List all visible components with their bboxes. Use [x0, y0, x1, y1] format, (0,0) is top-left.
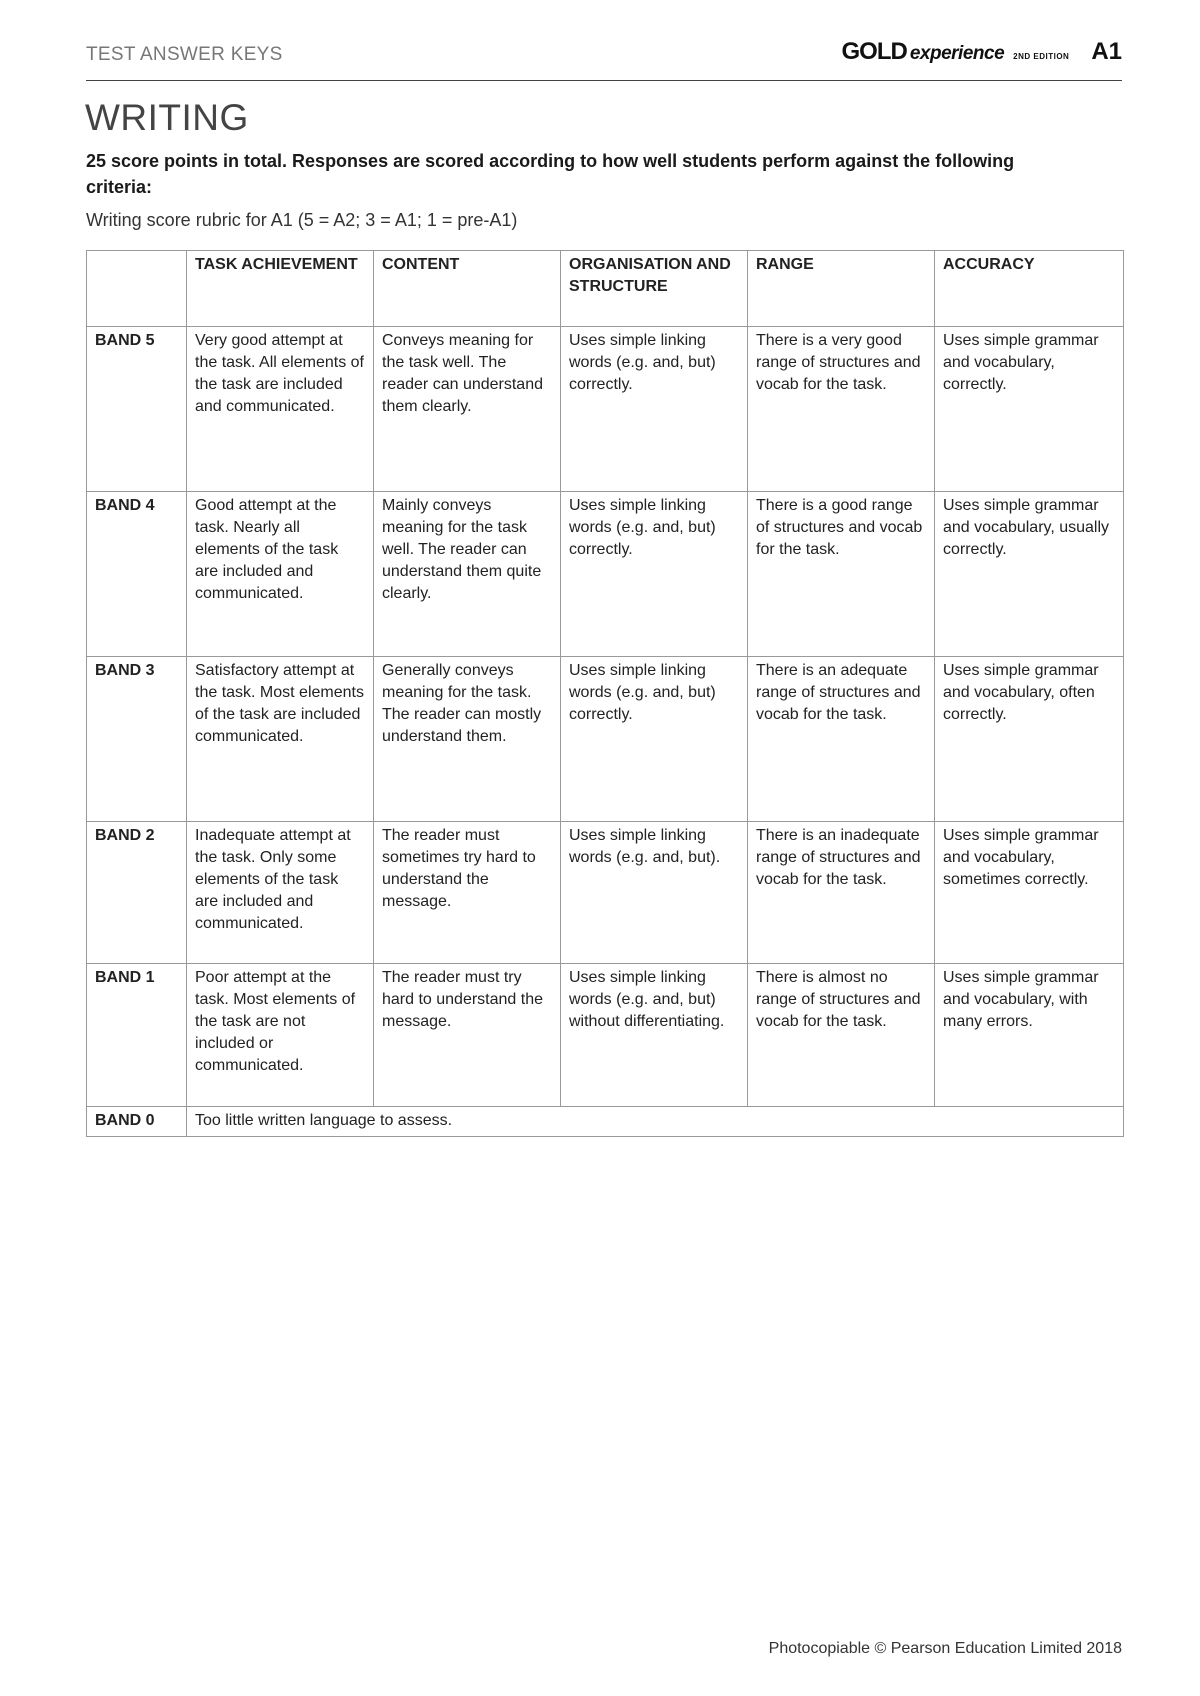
level-badge: A1: [1091, 38, 1122, 65]
column-header-organisation: ORGANISATION AND STRUCTURE: [561, 251, 748, 327]
accuracy-cell: Uses simple grammar and vocabulary, with many errors.: [935, 964, 1124, 1107]
band-label: BAND 0: [87, 1107, 187, 1137]
content-cell: Conveys meaning for the task well. The reader can understand them clearly.: [374, 327, 561, 492]
table-row-band0: [87, 1107, 1124, 1137]
range-cell: There is an adequate range of structures and vocab for the task.: [748, 657, 935, 822]
table-header-row: [87, 251, 1124, 327]
intro-text: 25 score points in total. Responses are scored according to how well students perform against the following criteria:: [86, 151, 1015, 197]
range-cell: There is almost no range of structures and vocab for the task.: [748, 964, 935, 1107]
table-row: [87, 657, 1124, 822]
table-row: [87, 492, 1124, 657]
writing-rubric-table: [86, 250, 1124, 1137]
range-cell: There is an inadequate range of structures and vocab for the task.: [748, 822, 935, 964]
organisation-cell: Uses simple linking words (e.g. and, but) correctly.: [561, 657, 748, 822]
organisation-cell: Uses simple linking words (e.g. and, but) correctly.: [561, 327, 748, 492]
content-cell: The reader must try hard to understand the message.: [374, 964, 561, 1107]
brand-gold: GOLD: [841, 38, 907, 65]
column-header-band: [87, 251, 187, 327]
brand-edition: 2ND EDITION: [1013, 52, 1070, 61]
table-row: [87, 822, 1124, 964]
table-row: [87, 327, 1124, 492]
content-cell: The reader must sometimes try hard to understand the message.: [374, 822, 561, 964]
band-label: BAND 3: [87, 657, 187, 822]
header-label: TEST ANSWER KEYS: [86, 44, 283, 65]
accuracy-cell: Uses simple grammar and vocabulary, often correctly.: [935, 657, 1124, 822]
organisation-cell: Uses simple linking words (e.g. and, but) without differentiating.: [561, 964, 748, 1107]
column-header-accuracy: ACCURACY: [935, 251, 1124, 327]
accuracy-cell: Uses simple grammar and vocabulary, correctly.: [935, 327, 1124, 492]
task-achievement-cell: Poor attempt at the task. Most elements of the task are not included or communicated.: [187, 964, 374, 1107]
band-label: BAND 4: [87, 492, 187, 657]
table-row: [87, 964, 1124, 1107]
task-achievement-cell: Satisfactory attempt at the task. Most elements of the task are included communicated.: [187, 657, 374, 822]
organisation-cell: Uses simple linking words (e.g. and, but).: [561, 822, 748, 964]
band0-description: Too little written language to assess.: [187, 1107, 1124, 1137]
range-cell: There is a very good range of structures and vocab for the task.: [748, 327, 935, 492]
content-cell: Generally conveys meaning for the task. The reader can mostly understand them.: [374, 657, 561, 822]
rubric-subtitle: Writing score rubric for A1 (5 = A2; 3 = A1; 1 = pre-A1): [86, 210, 518, 230]
column-header-content: CONTENT: [374, 251, 561, 327]
brand-logo: [842, 38, 1122, 70]
column-header-task-achievement: TASK ACHIEVEMENT: [187, 251, 374, 327]
page-header: [86, 38, 1122, 81]
task-achievement-cell: Good attempt at the task. Nearly all elements of the task are included and communicated.: [187, 492, 374, 657]
task-achievement-cell: Inadequate attempt at the task. Only some elements of the task are included and communicated.: [187, 822, 374, 964]
content-cell: Mainly conveys meaning for the task well. The reader can understand them quite clearly.: [374, 492, 561, 657]
organisation-cell: Uses simple linking words (e.g. and, but) correctly.: [561, 492, 748, 657]
copyright-footer: Photocopiable © Pearson Education Limited 2018: [768, 1640, 1122, 1657]
range-cell: There is a good range of structures and vocab for the task.: [748, 492, 935, 657]
task-achievement-cell: Very good attempt at the task. All elements of the task are included and communicated.: [187, 327, 374, 492]
accuracy-cell: Uses simple grammar and vocabulary, sometimes correctly.: [935, 822, 1124, 964]
band-label: BAND 1: [87, 964, 187, 1107]
column-header-range: RANGE: [748, 251, 935, 327]
band-label: BAND 2: [87, 822, 187, 964]
accuracy-cell: Uses simple grammar and vocabulary, usually correctly.: [935, 492, 1124, 657]
brand-experience: experience: [909, 43, 1005, 64]
section-title: WRITING: [85, 97, 249, 138]
band-label: BAND 5: [87, 327, 187, 492]
